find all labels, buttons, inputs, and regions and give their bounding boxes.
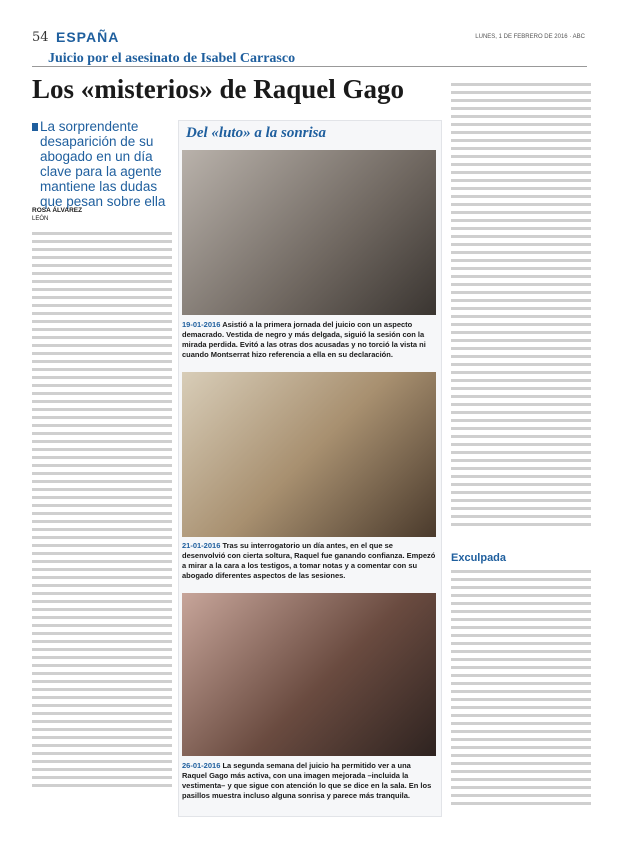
caption-date: 21-01-2016 (182, 541, 221, 550)
caption-date: 19-01-2016 (182, 320, 221, 329)
body-column-right-top (451, 83, 591, 543)
kicker: Juicio por el asesinato de Isabel Carrasco (48, 51, 296, 66)
dateline: LUNES, 1 DE FEBRERO DE 2016 · ABC (475, 34, 585, 40)
page-number: 54 (32, 30, 49, 45)
caption-text: Asistió a la primera jornada del juicio con un aspecto demacrado. Vestida de negro y más delgada, siguió la sesión con la mirada perdida. Evitó a las otras dos acusadas y no torció la vista ni cuando Montserrat hizo referencia a ella en su declaración. (182, 320, 426, 359)
header-rule (32, 66, 587, 67)
photo-courtroom-2 (182, 372, 436, 537)
body-column-left (32, 232, 172, 812)
photo-caption-2 (182, 541, 436, 581)
subtitle-bullet (32, 123, 38, 131)
photo-courtroom-1 (182, 150, 436, 315)
headline: Los «misterios» de Raquel Gago (32, 74, 405, 104)
photo-panel-title: Del «luto» a la sonrisa (186, 125, 327, 141)
subheading: Exculpada (451, 552, 507, 564)
photo-courtroom-3 (182, 593, 436, 756)
byline-place: LEÓN (32, 216, 49, 222)
caption-text: Tras su interrogatorio un día antes, en el que se desenvolvió con cierta soltura, Raquel fue ganando confianza. Empezó a mirar a la cara a los testigos, a tomar notas y a comentar con su abogado diferentes aspectos de las sesiones. (182, 541, 436, 580)
caption-text: La segunda semana del juicio ha permitido ver a una Raquel Gago más activa, con una imagen mejorada –incluida la vestimenta– y que sigue con atención lo que se dice en la sala. En los pasillos muestra incluso alguna sonrisa y parece más tranquila. (182, 761, 432, 800)
section-label: ESPAÑA (56, 29, 120, 45)
byline-name: ROSA ÁLVAREZ (32, 207, 83, 214)
caption-date: 26-01-2016 (182, 761, 221, 770)
body-column-right-bottom (451, 570, 591, 820)
photo-caption-3 (182, 761, 436, 801)
subtitle: La sorprendente desaparición de su abogado en un día clave para la agente mantiene las dudas que pesan sobre ella (40, 119, 166, 209)
photo-caption-1 (182, 320, 436, 360)
